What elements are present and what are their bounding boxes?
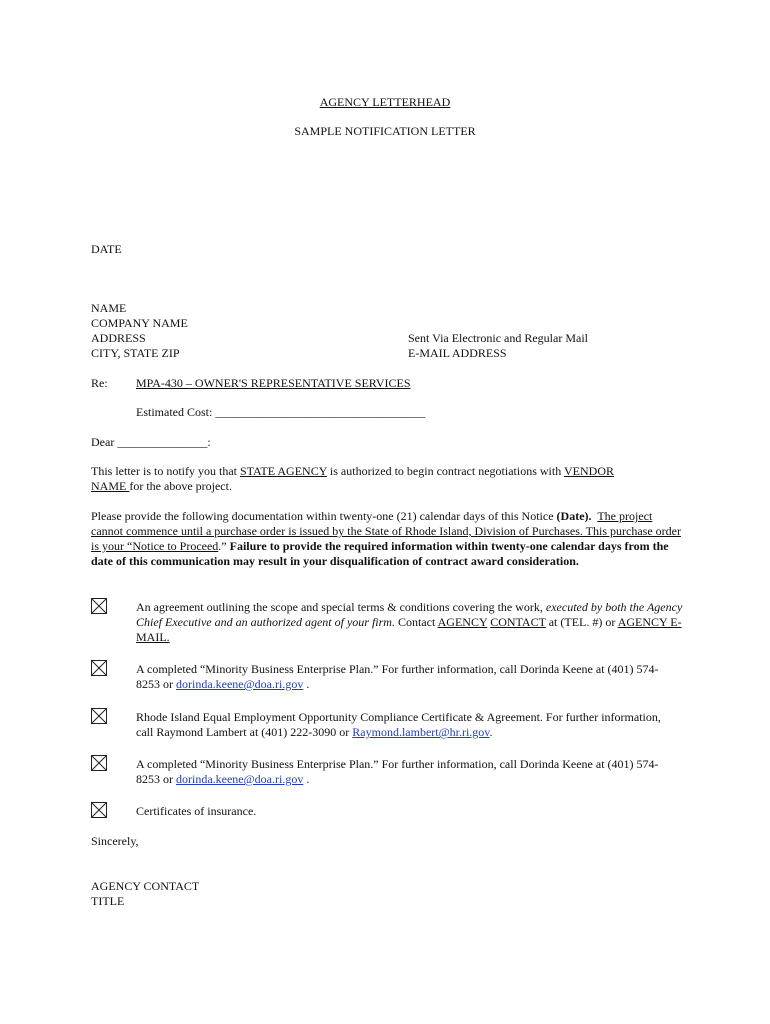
state-agency: STATE AGENCY bbox=[239, 464, 327, 478]
vendor-name: VENDOR NAME bbox=[91, 464, 614, 493]
date-field: DATE bbox=[91, 242, 122, 256]
recipient-company: COMPANY NAME bbox=[91, 316, 188, 330]
checklist-item-insurance: Certificates of insurance. bbox=[136, 804, 257, 818]
email-link[interactable]: dorinda.keene@doa.ri.gov bbox=[176, 677, 304, 691]
checklist-item-mbe-plan-2: A completed “Minority Business Enterprise Plan.” For further information, call Dorinda Keene at (401) 574-8253 or dorinda.keene@doa.ri.gov . bbox=[136, 757, 659, 786]
checklist-item-mbe-plan: A completed “Minority Business Enterprise Plan.” For further information, call Dorinda Keene at (401) 574-8253 or dorinda.keene@doa.ri.gov . bbox=[136, 662, 659, 691]
letter-subtitle: SAMPLE NOTIFICATION LETTER bbox=[294, 124, 476, 138]
signature-title: TITLE bbox=[91, 894, 125, 908]
salutation: Dear _______________: bbox=[91, 435, 211, 449]
recipient-address: ADDRESS bbox=[91, 331, 146, 345]
checked-box-icon[interactable] bbox=[91, 598, 107, 614]
email-link[interactable]: dorinda.keene@doa.ri.gov bbox=[176, 772, 304, 786]
warning-text: Failure to provide the required information within twenty-one calendar days from the date of this communication may result in your disqualification of contract award consideration. bbox=[91, 539, 669, 568]
checked-box-icon[interactable] bbox=[91, 660, 107, 676]
letterhead-title: AGENCY LETTERHEAD bbox=[319, 95, 451, 109]
re-subject: MPA-430 – OWNER'S REPRESENTATIVE SERVICES bbox=[136, 376, 411, 390]
checked-box-icon[interactable] bbox=[91, 802, 107, 818]
closing-sincerely: Sincerely, bbox=[91, 834, 139, 848]
estimated-cost: Estimated Cost: ___________________________________ bbox=[136, 405, 426, 419]
email-link[interactable]: Raymond.lambert@hr.ri.gov bbox=[352, 725, 490, 739]
re-label: Re: bbox=[91, 376, 108, 390]
recipient-name: NAME bbox=[91, 301, 127, 315]
signature-contact: AGENCY CONTACT bbox=[91, 879, 200, 893]
checklist-item-eeo-certificate: Rhode Island Equal Employment Opportunity Compliance Certificate & Agreement. For further information, call Raymond Lambert at (401) 222-3090 or Raymond.lambert@hr.ri.gov. bbox=[136, 710, 661, 739]
checked-box-icon[interactable] bbox=[91, 755, 107, 771]
checked-box-icon[interactable] bbox=[91, 708, 107, 724]
intro-paragraph: This letter is to notify you that STATE AGENCY is authorized to begin contract negotiations with VENDOR NAME for the above project. bbox=[91, 464, 614, 493]
checklist-item-agreement: An agreement outlining the scope and special terms & conditions covering the work, executed by both the Agency Chief Executive and an authorized agent of your firm. Contact AGENCY CONTACT at (TEL. #) or AGENCY E-MAIL. bbox=[136, 600, 683, 644]
delivery-method: Sent Via Electronic and Regular Mail bbox=[408, 331, 589, 345]
delivery-email: E-MAIL ADDRESS bbox=[408, 346, 507, 360]
recipient-city: CITY, STATE ZIP bbox=[91, 346, 180, 360]
instructions-paragraph: Please provide the following documentation within twenty-one (21) calendar days of this Notice (Date). The project cannot commence until a purchase order is issued by the State of Rhode Island, Division of Purchases. This purchase order is your “Notice to Proceed.” Failure to provide the required information within twenty-one calendar days from the date of this communication may result in your disqualification of contract award consideration. bbox=[91, 509, 681, 568]
